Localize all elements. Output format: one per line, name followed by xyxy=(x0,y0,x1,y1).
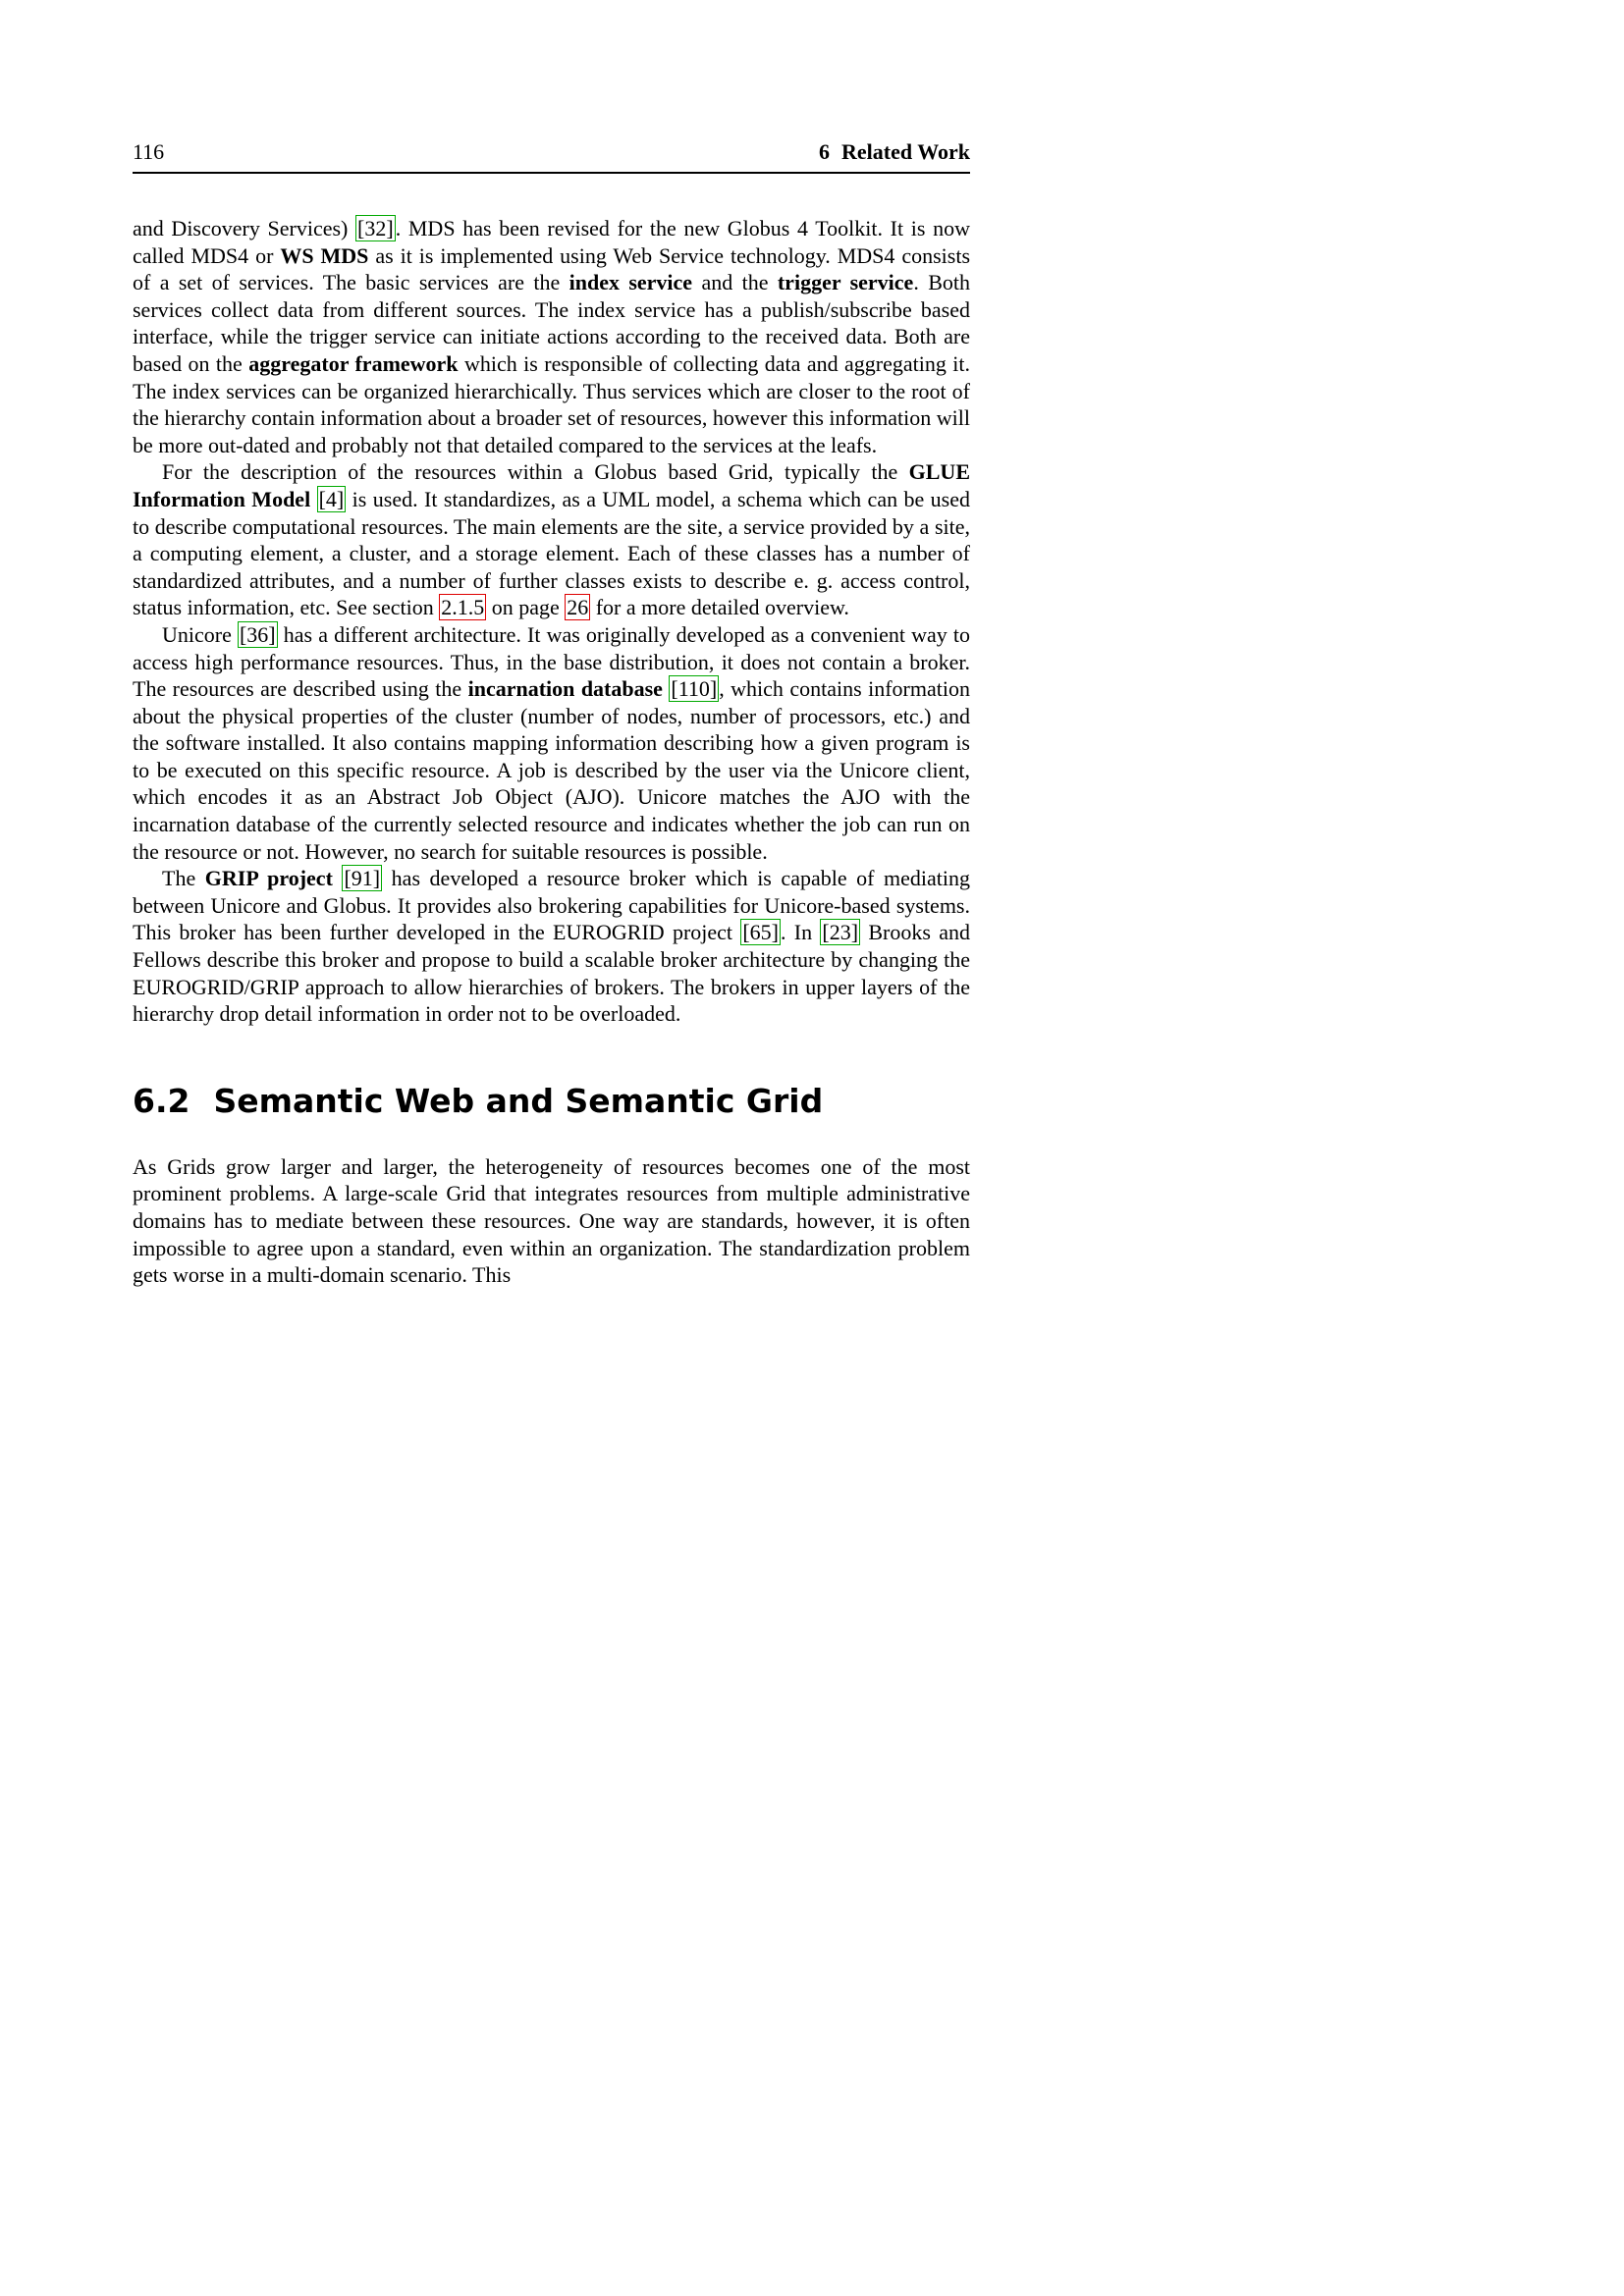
body-text: which is responsible of collecting data and aggregating it. The index services can be organized hierarchically. Thus services which are closer to the root of the hierarchy contain information about a broader set of resources, however this information will be more out-dated and probably not that detailed compared to the services at the leafs. xyxy=(133,350,971,457)
body-text: for a more detailed overview. xyxy=(590,595,849,620)
paragraph-unicore xyxy=(133,621,970,865)
page-body xyxy=(133,215,970,1289)
citation-link[interactable]: [110] xyxy=(671,676,718,702)
bold-text: trigger service xyxy=(777,270,914,295)
section-number: 6.2 xyxy=(133,1081,190,1120)
page-number: 116 xyxy=(133,139,165,164)
cross-reference-link[interactable]: 2.1.5 xyxy=(441,595,485,620)
section-title: Semantic Web and Semantic Grid xyxy=(213,1081,824,1120)
body-text: and the xyxy=(692,270,778,295)
bold-text: GLUE Information Model xyxy=(133,459,970,511)
body-text: Unicore xyxy=(162,621,238,647)
body-text: The xyxy=(162,866,205,891)
bold-text: incarnation database xyxy=(467,676,663,702)
paragraph-grip xyxy=(133,865,970,1028)
body-text: has a different architecture. It was originally developed as a convenient way to access high performance resources. Thus, in the base distribution, it does not contain a broker. The resources are described using the xyxy=(133,621,970,702)
bold-text: aggregator framework xyxy=(248,350,459,376)
body-text: As Grids grow larger and larger, the heterogeneity of resources becomes one of the most prominent problems. A large-scale Grid that integrates resources from multiple administrative domains has to mediate between these resources. One way are standards, however, it is often impossible to agree upon a standard, even within an organization. The standardization problem gets worse in a multi-domain scenario. This xyxy=(133,1153,970,1288)
body-text: on page xyxy=(486,595,566,620)
body-text: , which contains information about the physical properties of the cluster (number of nodes, number of processors, etc.) and the software installed. It also contains mapping information describing how a given program is to be executed on this specific resource. A job is described by the user via the Unicore client, which encodes it as an Abstract Job Object (AJO). Unicore matches the AJO with the incarnation database of the currently selected resource and indicates whether the job can run on the resource or not. However, no search for suitable resources is possible. xyxy=(133,676,970,864)
body-text: and Discovery Services) xyxy=(133,216,356,240)
body-text: as it is implemented using Web Service technology. MDS4 consists of a set of services. The basic services are the xyxy=(133,242,971,295)
body-text: . In xyxy=(781,920,821,945)
paragraph-glue xyxy=(133,458,970,621)
bold-text: WS MDS xyxy=(280,242,369,268)
body-text: has developed a resource broker which is capable of mediating between Unicore and Globus. It provides also brokering capabilities for Unicore-based systems. This broker has been further developed in the EUROGRID project xyxy=(133,866,971,945)
body-text: . Both services collect data from different sources. The index service has a publish/subscribe based interface, while the trigger service can initiate actions according to the received data. Both are based on the xyxy=(133,270,970,376)
citation-link[interactable]: [32] xyxy=(357,216,394,240)
bold-text: index service xyxy=(568,270,693,295)
chapter-number: 6 xyxy=(819,139,831,164)
paragraph-semantic-intro xyxy=(133,1153,970,1289)
citation-link[interactable]: [23] xyxy=(822,920,859,945)
body-text: is used. It standardizes, as a UML model, a schema which can be used to describe computational resources. The main elements are the site, a service provided by a site, a computing element, a cluster, and a storage element. Each of these classes has a number of standardized attributes, and a number of further classes exists to describe e. g. access control, status information, etc. See section xyxy=(133,486,971,620)
citation-link[interactable]: [91] xyxy=(344,866,381,891)
body-text: Brooks and Fellows describe this broker and propose to build a scalable broker architecture by changing the EUROGRID/GRIP approach to allow hierarchies of brokers. The brokers in upper layers of the hierarchy drop detail information in order not to be overloaded. xyxy=(133,920,970,1027)
body-text xyxy=(310,487,316,511)
citation-link[interactable]: [65] xyxy=(742,920,779,945)
body-text: . MDS has been revised for the new Globus 4 Toolkit. It is now called MDS4 or xyxy=(133,216,971,268)
page-header xyxy=(133,139,970,174)
cross-reference-link[interactable]: 26 xyxy=(567,595,589,620)
running-chapter-header xyxy=(819,139,970,165)
chapter-title: Related Work xyxy=(841,139,970,164)
body-text: For the description of the resources within a Globus based Grid, typically the xyxy=(162,459,909,485)
citation-link[interactable]: [36] xyxy=(239,621,276,647)
text-column xyxy=(133,139,970,1289)
citation-link[interactable]: [4] xyxy=(318,486,345,511)
paragraph-mds xyxy=(133,215,970,458)
bold-text: GRIP project xyxy=(204,866,333,891)
section-heading xyxy=(133,1083,970,1120)
